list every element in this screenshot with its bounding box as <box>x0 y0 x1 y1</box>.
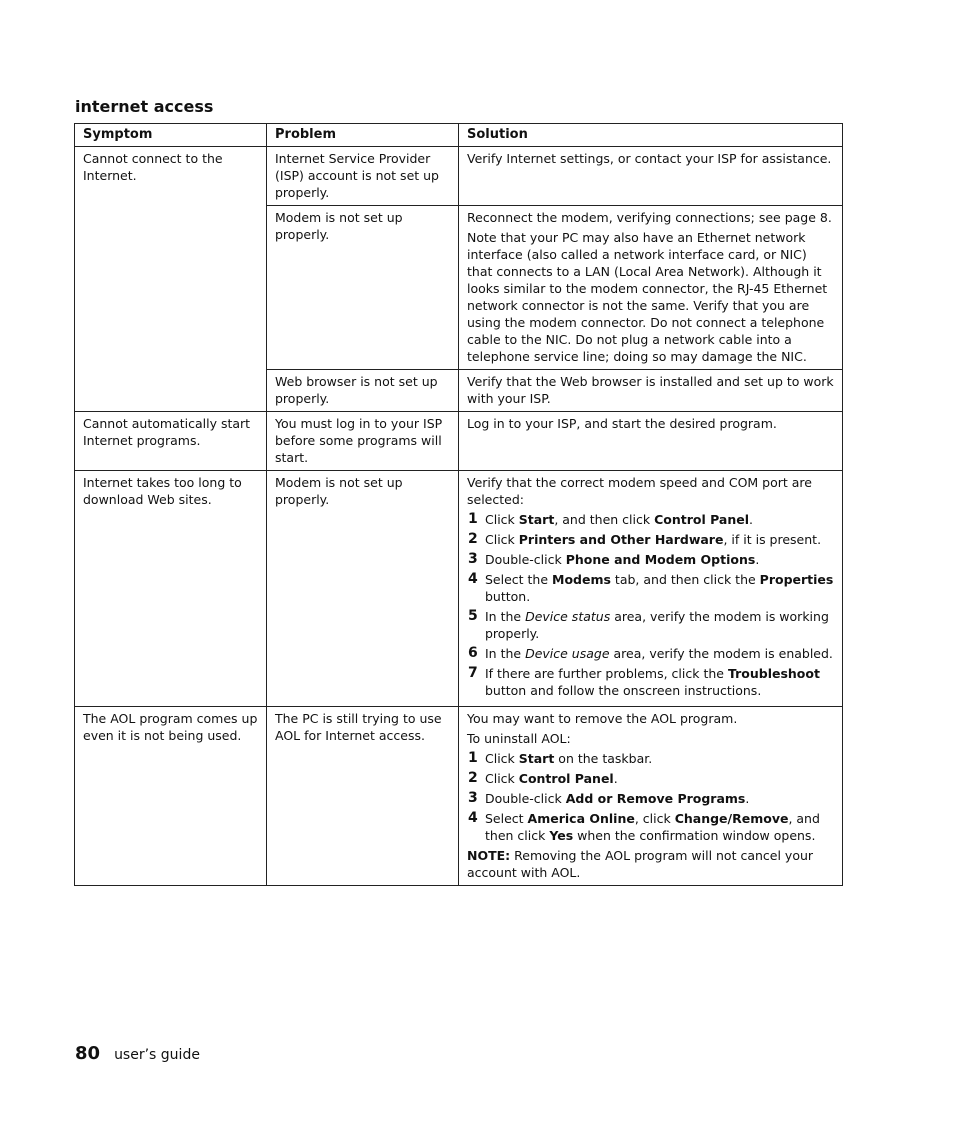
step-item <box>467 750 834 767</box>
step-text: . <box>755 552 760 567</box>
step-bold: Yes <box>549 828 574 843</box>
table-header-row <box>75 124 843 147</box>
page-number: 80 <box>75 1043 101 1064</box>
solution-cell: Verify Internet settings, or contact your ISP for assistance. <box>459 147 843 206</box>
step-text: In the <box>485 609 526 624</box>
step-item <box>467 551 834 568</box>
step-text: , and then click <box>485 811 820 843</box>
solution-text: To uninstall AOL: <box>467 731 571 746</box>
steps-list <box>467 511 834 699</box>
step-text: Click <box>485 532 519 547</box>
symptom-cell: Cannot connect to the Internet. <box>75 147 267 412</box>
step-text: , and then click <box>554 512 655 527</box>
step-number: 1 <box>468 511 478 527</box>
header-solution: Solution <box>459 124 843 147</box>
step-number: 4 <box>468 571 478 587</box>
step-item <box>467 645 834 662</box>
step-text: . <box>613 771 618 786</box>
step-text: In the <box>485 646 526 661</box>
step-text: when the confirmation window opens. <box>573 828 816 843</box>
header-symptom: Symptom <box>75 124 267 147</box>
symptom-cell: The AOL program comes up even it is not being used. <box>75 707 267 886</box>
problem-cell: The PC is still trying to use AOL for Internet access. <box>267 707 459 886</box>
step-item <box>467 608 834 642</box>
step-text: . <box>749 512 754 527</box>
step-item <box>467 790 834 807</box>
step-bold: Control Panel <box>654 512 750 527</box>
step-text: Click <box>485 751 519 766</box>
solution-cell <box>459 707 843 886</box>
steps-list <box>467 750 834 844</box>
solution-cell <box>459 206 843 370</box>
page-footer <box>75 1043 200 1064</box>
problem-cell: Web browser is not set up properly. <box>267 370 459 412</box>
guide-label: user’s guide <box>114 1047 200 1063</box>
table-row <box>75 471 843 707</box>
step-number: 1 <box>468 750 478 766</box>
section-title: internet access <box>75 97 214 116</box>
step-number: 6 <box>468 645 478 661</box>
note-label: NOTE: <box>467 848 511 863</box>
step-text: Double-click <box>485 791 566 806</box>
step-text: Double-click <box>485 552 566 567</box>
step-text: Click <box>485 512 519 527</box>
step-text: , click <box>634 811 675 826</box>
step-text: Select <box>485 811 528 826</box>
step-text: tab, and then click the <box>610 572 760 587</box>
solution-text: Reconnect the modem, verifying connections; see page 8. <box>467 210 832 225</box>
step-item <box>467 770 834 787</box>
solution-text: Note that your PC may also have an Ethernet network interface (also called a network interface card, or NIC) that connects to a LAN (Local Area Network). Although it looks similar to the modem connector, the RJ-45 Ethernet network connector is not the same. Verify that you are using the modem connector. Do not connect a telephone cable to the NIC. Do not plug a network cable into a telephone service line; doing so may damage the NIC. <box>467 230 828 364</box>
step-bold: Properties <box>759 572 834 587</box>
solution-text: Verify that the correct modem speed and COM port are selected: <box>467 475 812 507</box>
table-row <box>75 412 843 471</box>
step-text: Select the <box>485 572 553 587</box>
step-item <box>467 810 834 844</box>
step-italic: Device usage <box>525 646 610 661</box>
solution-cell <box>459 471 843 707</box>
step-item <box>467 571 834 605</box>
problem-cell: Modem is not set up properly. <box>267 471 459 707</box>
symptom-cell: Internet takes too long to download Web sites. <box>75 471 267 707</box>
step-number: 2 <box>468 770 478 786</box>
step-bold: Phone and Modem Options <box>565 552 756 567</box>
step-text: button and follow the onscreen instructions. <box>485 683 762 698</box>
step-text: button. <box>485 589 531 604</box>
step-text: . <box>745 791 750 806</box>
step-number: 3 <box>468 790 478 806</box>
step-number: 7 <box>468 665 478 681</box>
table-row <box>75 147 843 206</box>
step-bold: Start <box>518 751 555 766</box>
step-item <box>467 511 834 528</box>
symptom-cell: Cannot automatically start Internet programs. <box>75 412 267 471</box>
step-text: area, verify the modem is working properly. <box>485 609 829 641</box>
step-number: 4 <box>468 810 478 826</box>
troubleshooting-table <box>74 123 843 886</box>
header-problem: Problem <box>267 124 459 147</box>
step-text: on the taskbar. <box>554 751 653 766</box>
step-bold: Start <box>518 512 555 527</box>
step-italic: Device status <box>525 609 611 624</box>
solution-cell: Verify that the Web browser is installed and set up to work with your ISP. <box>459 370 843 412</box>
step-bold: America Online <box>527 811 635 826</box>
step-bold: Modems <box>552 572 611 587</box>
step-bold: Change/Remove <box>674 811 789 826</box>
step-number: 3 <box>468 551 478 567</box>
table-row <box>75 707 843 886</box>
step-text: Click <box>485 771 519 786</box>
step-number: 2 <box>468 531 478 547</box>
problem-cell: You must log in to your ISP before some programs will start. <box>267 412 459 471</box>
solution-cell: Log in to your ISP, and start the desired program. <box>459 412 843 471</box>
step-number: 5 <box>468 608 478 624</box>
step-item <box>467 665 834 699</box>
step-item <box>467 531 834 548</box>
step-bold: Troubleshoot <box>727 666 820 681</box>
step-text: , if it is present. <box>723 532 822 547</box>
step-text: If there are further problems, click the <box>485 666 728 681</box>
step-bold: Control Panel <box>518 771 614 786</box>
problem-cell: Modem is not set up properly. <box>267 206 459 370</box>
problem-cell: Internet Service Provider (ISP) account is not set up properly. <box>267 147 459 206</box>
step-bold: Add or Remove Programs <box>565 791 746 806</box>
note-body: Removing the AOL program will not cancel your account with AOL. <box>467 848 814 880</box>
solution-text: You may want to remove the AOL program. <box>467 711 738 726</box>
step-bold: Printers and Other Hardware <box>518 532 724 547</box>
step-text: area, verify the modem is enabled. <box>609 646 833 661</box>
note-text <box>467 847 834 881</box>
